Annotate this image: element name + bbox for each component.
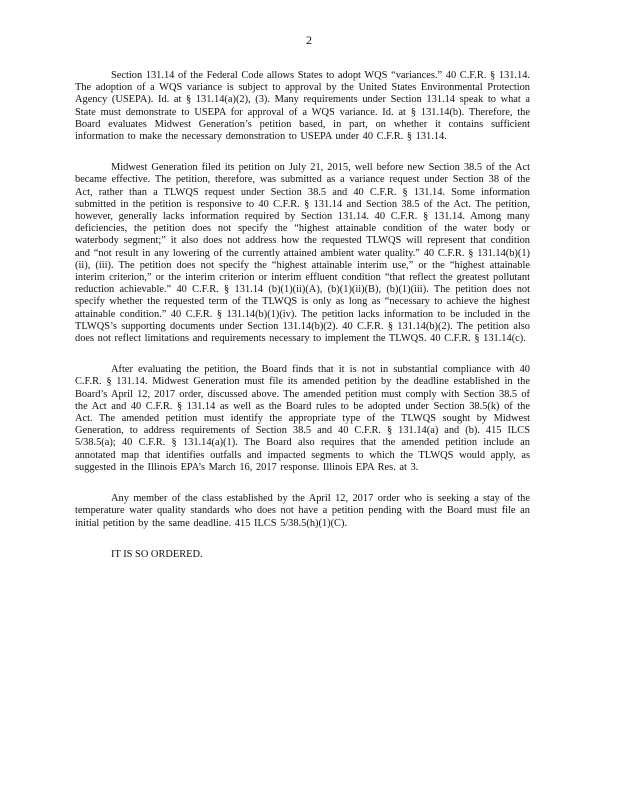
paragraph-class-members: Any member of the class established by the April 12, 2017 order who is seeking a stay of the temperature water quality standards who does not have a petition pending with the Board must file an initial petition by the same deadline. 415 ILCS 5/38.5(h)(1)(C). xyxy=(75,493,530,529)
closing-order: IT IS SO ORDERED. xyxy=(111,548,203,560)
document-body xyxy=(75,70,530,561)
paragraph-petition-deficiencies: Midwest Generation filed its petition on July 21, 2015, well before new Section 38.5 of the Act became effective. The petition, therefore, was submitted as a variance request under Section 38 of the Act, rather than a TLWQS request under Section 38.5 and 40 C.F.R. § 131.14. Some information submitted in the petition is responsive to 40 C.F.R. § 131.14 and Section 38.5 of the Act. The petition, however, generally lacks information required by Section 131.14. 40 C.F.R. § 131.14. Among many deficiencies, the petition does not specify the “highest attainable condition of the water body or waterbody segment;” it also does not address how the requested TLWQS will represent that condition and “not result in any lowering of the currently attained ambient water quality.” 40 C.F.R. § 131.14(b)(1)(ii), (iii). The petition does not specify the “highest attainable interim use,” or the “highest attainable interim criterion,” or the interim criterion or interim effluent condition “that reflect the greatest pollutant reduction achievable.” 40 C.F.R. § 131.14 (b)(1)(ii)(A), (b)(1)(ii)(B), (b)(1)(iii). The petition does not specify whether the requested term of the TLWQS is only as long as “necessary to achieve the highest attainable condition.” 40 C.F.R. § 131.14(b)(1)(iv). The petition lacks information to be included in the TLWQS’s supporting documents under Section 131.14(b)(2). 40 C.F.R. § 131.14(b)(2). The petition also does not reflect limitations and requirements necessary to implement the TLWQS. 40 C.F.R. § 131.14(c). xyxy=(75,162,530,345)
page-number: 2 xyxy=(306,33,312,47)
paragraph-board-findings: After evaluating the petition, the Board finds that it is not in substantial compliance with 40 C.F.R. § 131.14. Midwest Generation must file its amended petition by the deadline established in the Board’s April 12, 2017 order, discussed above. The amended petition must comply with Section 38.5 of the Act and 40 C.F.R. § 131.14 as well as the Board rules to be adopted under Section 38.5(k) of the Act. The amended petition must identify the appropriate type of the TLWQS sought by Midwest Generation, to address requirements of Section 38.5 and 40 C.F.R. § 131.14(a) and (b). 415 ILCS 5/38.5(a); 40 C.F.R. § 131.14(a)(1). The Board also requires that the amended petition include an annotated map that identifies outfalls and impacted segments to which the TLWQS would apply, as suggested in the Illinois EPA’s March 16, 2017 response. Illinois EPA Res. at 3. xyxy=(75,364,530,473)
paragraph-variances: Section 131.14 of the Federal Code allows States to adopt WQS “variances.” 40 C.F.R. § 131.14. The adoption of a WQS variance is subject to approval by the United States Environmental Protection Agency (USEPA). Id. at § 131.14(a)(2), (3). Many requirements under Section 131.14 speak to what a State must demonstrate to USEPA for approval of a WQS variance. Id. at § 131.14(b). Therefore, the Board evaluates Midwest Generation’s petition based, in part, on whether it contains sufficient information to make the necessary demonstration to USEPA under 40 C.F.R. § 131.14. xyxy=(75,70,530,143)
